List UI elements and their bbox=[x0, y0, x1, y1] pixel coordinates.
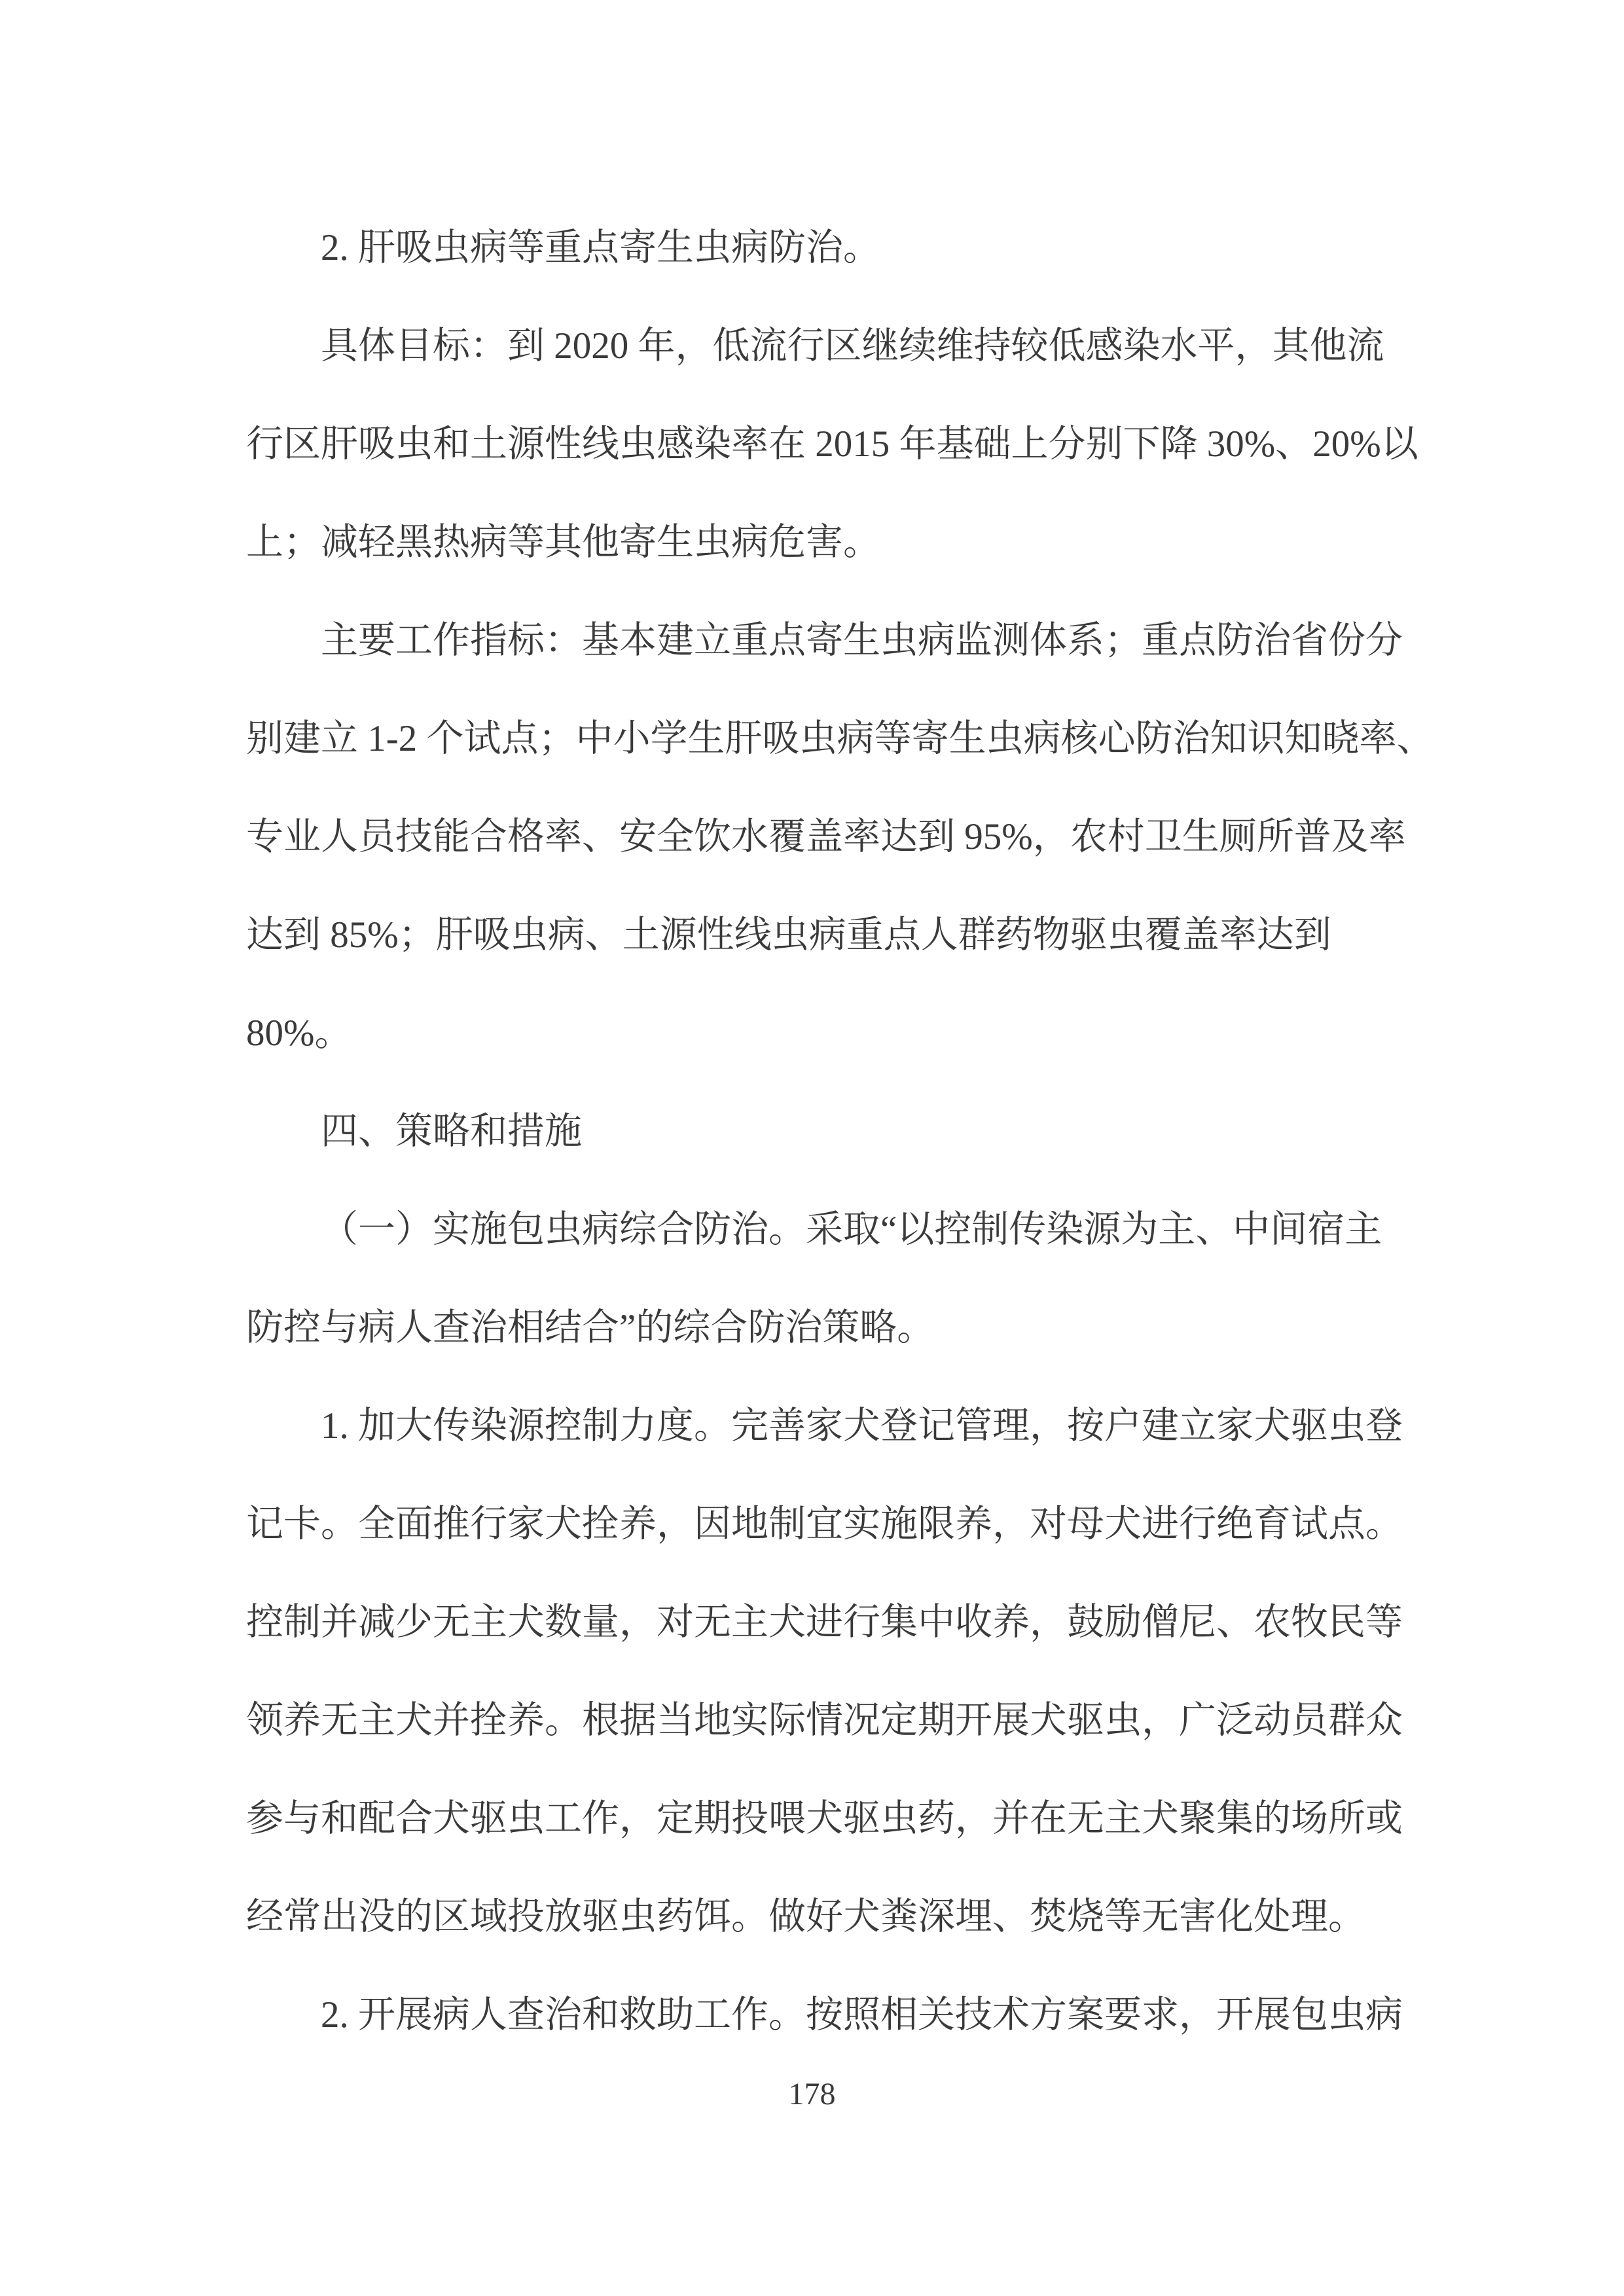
text-line: 记卡。全面推行家犬拴养，因地制宜实施限养，对母犬进行绝育试点。 bbox=[246, 1503, 1403, 1545]
text-line: 具体目标：到 2020 年，低流行区继续维持较低感染水平，其他流 bbox=[321, 325, 1384, 367]
page-number: 178 bbox=[788, 2077, 836, 2111]
section-heading: 四、策略和措施 bbox=[321, 1111, 582, 1152]
text-line: 1. 加大传染源控制力度。完善家犬登记管理，按户建立家犬驱虫登 bbox=[321, 1405, 1403, 1446]
text-line: 专业人员技能合格率、安全饮水覆盖率达到 95%，农村卫生厕所普及率 bbox=[246, 816, 1406, 857]
document-body bbox=[246, 199, 1434, 2064]
text-line: 上；减轻黑热病等其他寄生虫病危害。 bbox=[246, 522, 880, 563]
text-line: 2. 肝吸虫病等重点寄生虫病防治。 bbox=[321, 227, 880, 268]
text-line: （一）实施包虫病综合防治。采取“以控制传染源为主、中间宿主 bbox=[321, 1209, 1382, 1250]
text-line: 经常出没的区域投放驱虫药饵。做好犬粪深埋、焚烧等无害化处理。 bbox=[246, 1896, 1365, 1937]
text-line: 2. 开展病人查治和救助工作。按照相关技术方案要求，开展包虫病 bbox=[321, 1994, 1403, 2036]
text-line: 行区肝吸虫和土源性线虫感染率在 2015 年基础上分别下降 30%、20%以 bbox=[246, 423, 1418, 465]
text-line: 80%。 bbox=[246, 1013, 352, 1054]
text-line: 参与和配合犬驱虫工作，定期投喂犬驱虫药，并在无主犬聚集的场所或 bbox=[246, 1798, 1403, 1839]
text-line: 控制并减少无主犬数量，对无主犬进行集中收养，鼓励僧尼、农牧民等 bbox=[246, 1602, 1403, 1643]
text-line: 主要工作指标：基本建立重点寄生虫病监测体系；重点防治省份分 bbox=[321, 620, 1403, 661]
text-line: 防控与病人查治相结合”的综合防治策略。 bbox=[246, 1307, 935, 1348]
text-line: 达到 85%；肝吸虫病、土源性线虫病重点人群药物驱虫覆盖率达到 bbox=[246, 914, 1331, 956]
text-line: 别建立 1-2 个试点；中小学生肝吸虫病等寄生虫病核心防治知识知晓率、 bbox=[246, 718, 1434, 759]
text-line: 领养无主犬并拴养。根据当地实际情况定期开展犬驱虫，广泛动员群众 bbox=[246, 1700, 1403, 1741]
